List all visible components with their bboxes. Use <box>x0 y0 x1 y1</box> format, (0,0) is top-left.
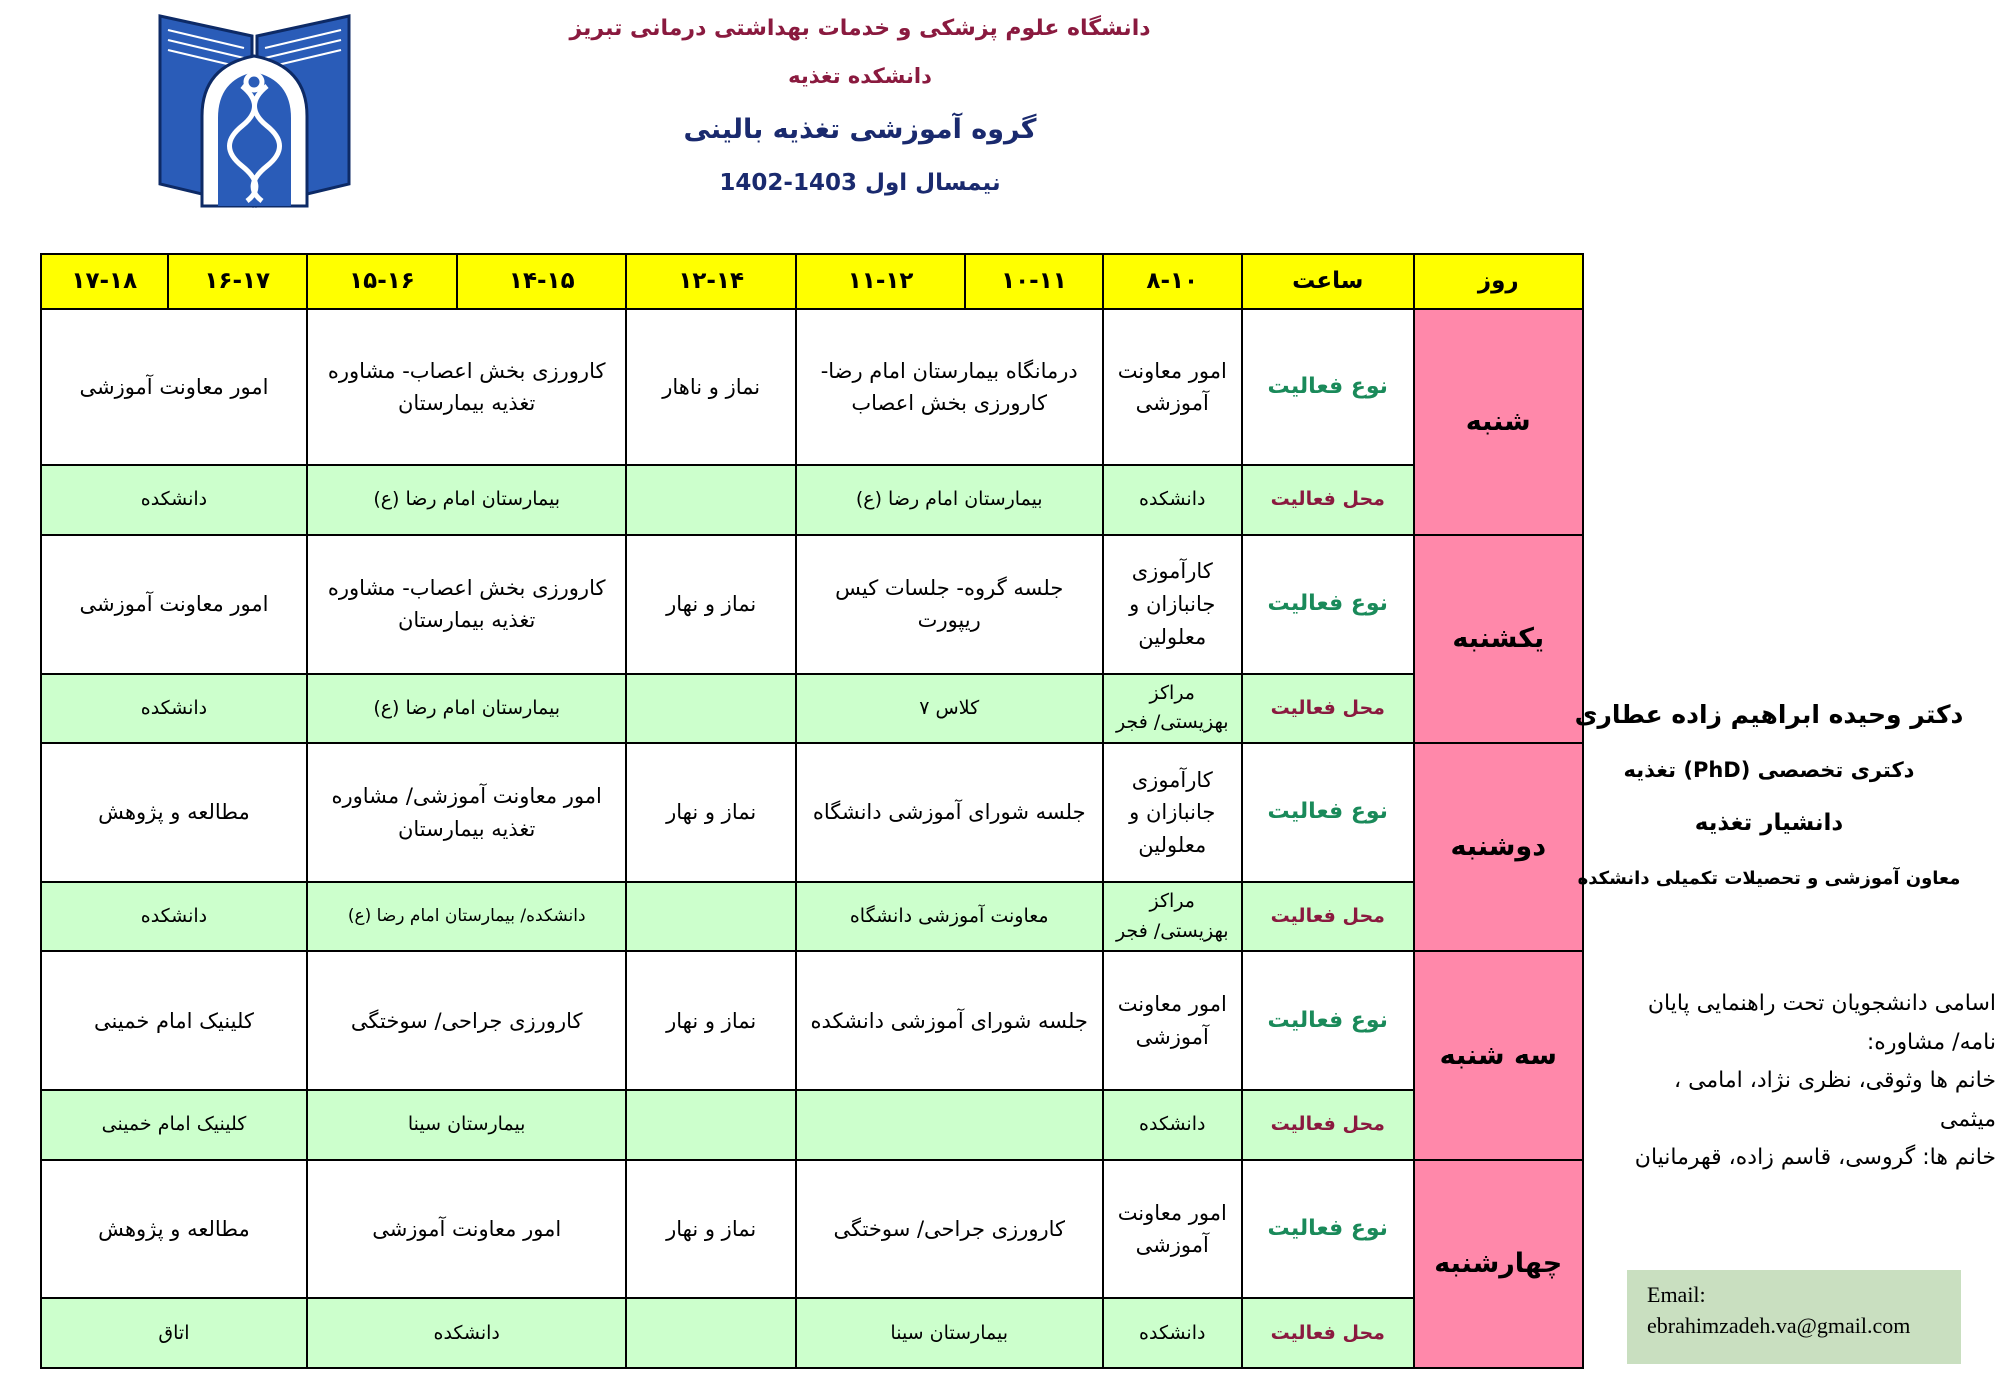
faculty-name: دانشکده تغذیه <box>788 64 932 88</box>
location-cell: بیمارستان امام رضا (ع) <box>373 488 561 511</box>
activity-cell: جلسه شورای آموزشی دانشکده <box>810 1008 1088 1033</box>
activity-cell: مطالعه و پژوهش <box>98 1216 250 1241</box>
activity-cell: امور معاونت آموزشی <box>1117 1200 1227 1258</box>
activity-location-label: محل فعالیت <box>1270 696 1385 719</box>
professor-name: دکتر وحیده ابراهیم زاده عطاری <box>1574 700 1964 729</box>
location-cell: بیمارستان امام رضا (ع) <box>855 488 1043 511</box>
location-cell: کلاس ۷ <box>919 696 980 719</box>
location-cell: بیمارستان امام رضا (ع) <box>373 696 561 719</box>
professor-degree: دکتری تخصصی (PhD) تغذیه <box>1623 758 1915 782</box>
activity-cell: نماز و ناهار <box>662 374 761 399</box>
activity-location-label: محل فعالیت <box>1270 488 1385 511</box>
weekly-schedule-table <box>40 253 1584 1369</box>
location-cell: کلینیک امام خمینی <box>101 1113 247 1136</box>
activity-row <box>41 951 1583 1090</box>
students-line: اسامی دانشجویان تحت راهنمایی پایان <box>1647 991 1996 1016</box>
activity-location-label: محل فعالیت <box>1270 904 1385 927</box>
activity-cell: کارورزی جراحی/ سوختگی <box>833 1216 1066 1241</box>
activity-cell: امور معاونت آموزشی <box>79 591 269 616</box>
slot-17-18-header: ۱۷-۱۸ <box>41 254 168 309</box>
email-box <box>1627 1270 1961 1364</box>
slot-11-12-header: ۱۱-۱۲ <box>796 254 965 309</box>
activity-row <box>41 309 1583 466</box>
day-name: شنبه <box>1465 405 1531 437</box>
activity-cell: جلسه گروه- جلسات کیس ریپورت <box>835 575 1064 633</box>
activity-location-label: محل فعالیت <box>1270 1113 1385 1136</box>
day-name: یکشنبه <box>1452 623 1545 655</box>
department-name: گروه آموزشی تغذیه بالینی <box>683 114 1037 145</box>
activity-type-label: نوع فعالیت <box>1267 799 1388 825</box>
activity-cell: امور معاونت آموزشی <box>1117 992 1227 1049</box>
activity-type-label: نوع فعالیت <box>1267 591 1388 617</box>
university-name: دانشگاه علوم پزشکی و خدمات بهداشتی درمانی تبریز <box>569 16 1151 41</box>
activity-cell: نماز و نهار <box>666 591 757 616</box>
activity-row <box>41 743 1583 882</box>
activity-cell: جلسه شورای آموزشی دانشگاه <box>812 800 1086 825</box>
activity-cell: نماز و نهار <box>666 1216 757 1241</box>
activity-type-label: نوع فعالیت <box>1267 1007 1388 1033</box>
semester-label: نیمسال اول 1403-1402 <box>719 170 1001 196</box>
location-row <box>41 882 1583 951</box>
students-line: نامه/ مشاوره: <box>1866 1029 1996 1055</box>
location-cell: دانشکده <box>1139 1113 1206 1136</box>
location-cell: دانشکده <box>1139 1321 1206 1344</box>
activity-location-label: محل فعالیت <box>1270 1321 1385 1344</box>
students-line: خانم ها وثوقی، نظری نژاد، امامی ، <box>1673 1068 1996 1093</box>
slot-8-10-header: ۸-۱۰ <box>1103 254 1242 309</box>
activity-type-label: نوع فعالیت <box>1267 374 1388 399</box>
day-name: سه شنبه <box>1439 1039 1557 1071</box>
time-header: ساعت <box>1242 254 1414 309</box>
location-cell: دانشکده/ بیمارستان امام رضا (ع) <box>347 906 586 927</box>
location-cell: دانشکده <box>433 1321 500 1344</box>
email-address[interactable]: ebrahimzadeh.va@gmail.com <box>1647 1312 1911 1338</box>
activity-cell: کلینیک امام خمینی <box>94 1008 254 1033</box>
activity-cell: کارآموزی جانبازان و معلولین <box>1129 767 1216 857</box>
day-name: چهارشنبه <box>1434 1247 1563 1279</box>
email-label: Email: <box>1647 1282 1706 1307</box>
activity-cell: امور معاونت آموزشی <box>372 1216 562 1241</box>
location-row <box>41 1090 1583 1159</box>
students-list <box>1626 985 1996 1178</box>
activity-cell: درمانگاه بیمارستان امام رضا- کارورزی بخش اعصاب <box>820 358 1078 416</box>
professor-role: معاون آموزشی و تحصیلات تکمیلی دانشکده <box>1577 868 1961 889</box>
location-cell: دانشکده <box>140 488 208 511</box>
location-cell: مراکز بهزیستی/ فجر <box>1115 890 1229 942</box>
university-emblem-icon <box>152 6 357 218</box>
students-line: میثمی <box>1939 1106 1996 1132</box>
slot-15-16-header: ۱۵-۱۶ <box>307 254 457 309</box>
slot-16-17-header: ۱۶-۱۷ <box>168 254 307 309</box>
activity-row <box>41 1160 1583 1299</box>
location-cell: بیمارستان سینا <box>407 1113 526 1136</box>
activity-cell: امور معاونت آموزشی/ مشاوره تغذیه بیمارستان <box>331 783 602 841</box>
location-cell: دانشکده <box>140 696 208 719</box>
professor-rank: دانشیار تغذیه <box>1694 810 1844 836</box>
students-line: خانم ها: گروسی، قاسم زاده، قهرمانیان <box>1634 1145 1996 1170</box>
activity-cell: امور معاونت آموزشی <box>1117 358 1227 416</box>
location-cell: معاونت آموزشی دانشگاه <box>849 904 1049 927</box>
activity-cell: کارآموزی جانبازان و معلولین <box>1129 559 1216 649</box>
activity-row <box>41 535 1583 674</box>
activity-cell: نماز و نهار <box>666 800 757 825</box>
location-cell: بیمارستان سینا <box>890 1321 1009 1344</box>
day-header: روز <box>1414 254 1583 309</box>
location-row <box>41 1298 1583 1368</box>
activity-cell: کارورزی بخش اعصاب- مشاوره تغذیه بیمارستان <box>327 358 606 416</box>
header-row <box>41 254 1583 309</box>
location-cell: دانشکده <box>140 904 208 927</box>
activity-cell: کارورزی بخش اعصاب- مشاوره تغذیه بیمارستان <box>327 575 606 633</box>
slot-14-15-header: ۱۴-۱۵ <box>457 254 626 309</box>
location-cell: اتاق <box>158 1321 190 1344</box>
location-row <box>41 465 1583 534</box>
day-name: دوشنبه <box>1450 831 1547 863</box>
location-cell: دانشکده <box>1139 488 1206 511</box>
location-row <box>41 674 1583 743</box>
slot-10-11-header: ۱۰-۱۱ <box>965 254 1102 309</box>
activity-cell: مطالعه و پژوهش <box>98 800 250 825</box>
activity-cell: کارورزی جراحی/ سوختگی <box>350 1008 583 1033</box>
slot-12-14-header: ۱۲-۱۴ <box>626 254 795 309</box>
location-cell: مراکز بهزیستی/ فجر <box>1115 681 1229 734</box>
activity-cell: امور معاونت آموزشی <box>79 374 269 399</box>
activity-cell: نماز و نهار <box>666 1008 757 1033</box>
activity-type-label: نوع فعالیت <box>1267 1216 1388 1242</box>
